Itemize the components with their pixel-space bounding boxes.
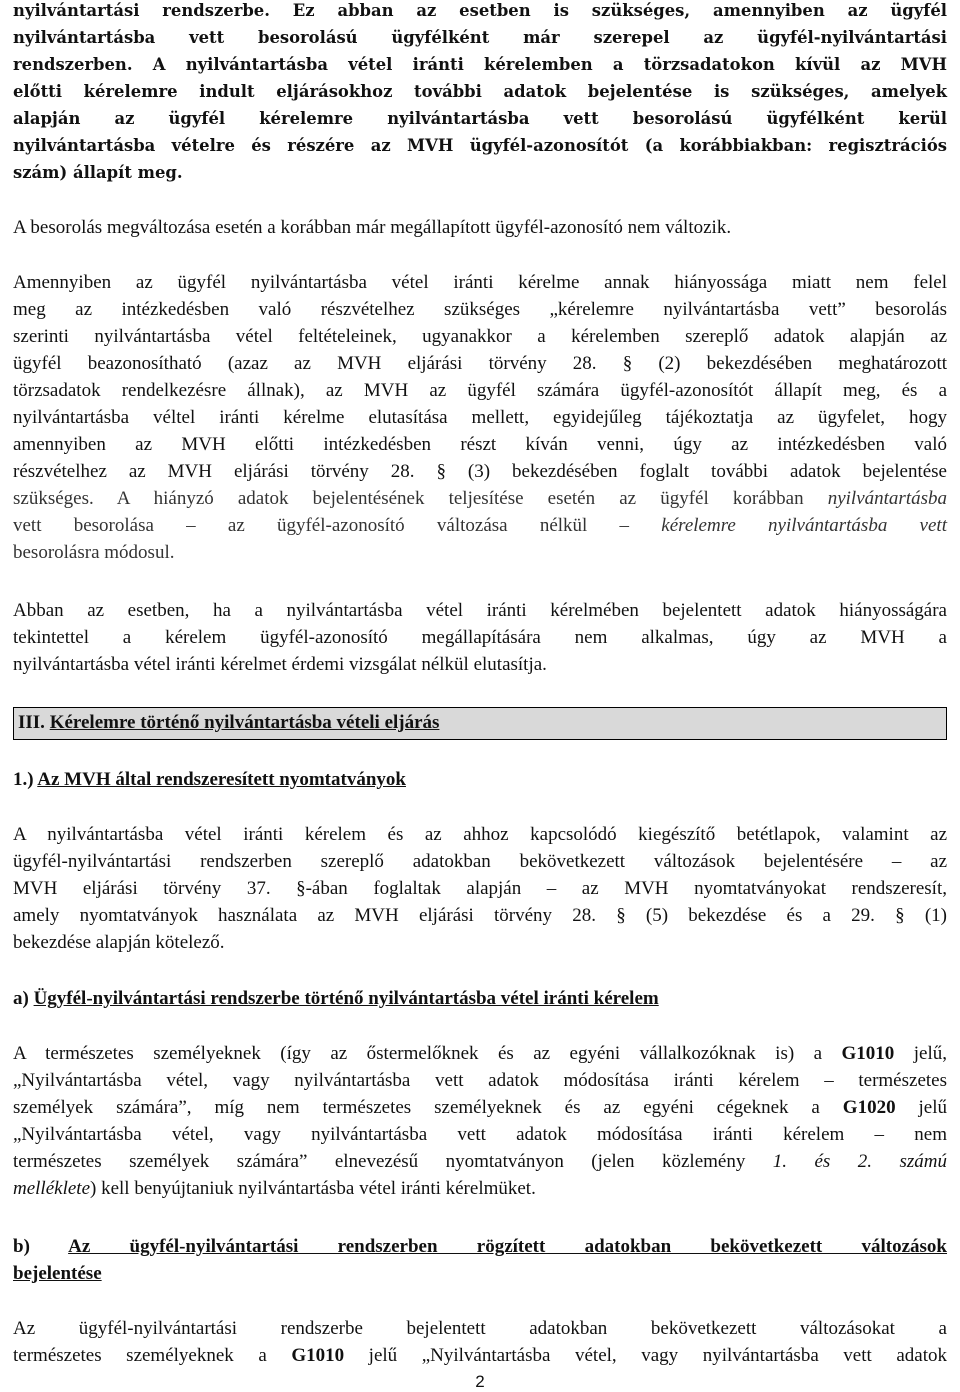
text-span: ) kell benyújtaniuk nyilvántartásba vétel iránti kérelmüket. <box>90 1178 536 1199</box>
text-line: nyilvántartási rendszerbe. Ez abban az esetben is szükséges, amennyiben az ügyfél <box>13 1 947 20</box>
italic-span: 1. és 2. számú <box>772 1151 947 1172</box>
text-line: A nyilvántartásba vétel iránti kérelem és az ahhoz kapcsolódó kiegészítő betétlapok, valamint az <box>13 824 947 845</box>
text-span: szükséges. A hiányzó adatok bejelentésének teljesítése esetén az ügyfél korábban <box>13 488 828 509</box>
text-line: MVH eljárási törvény 37. §-ában foglaltak alapján – az MVH nyomtatványokat rendszeresít, <box>13 878 947 899</box>
text-line: besorolásra módosul. <box>13 542 175 563</box>
text-span: A természetes személyeknek (így az őstermelőknek és az egyéni vállalkozóknak is) a <box>13 1043 842 1064</box>
text-span: jelű „Nyilvántartásba vétel, vagy nyilvántartásba vett adatok <box>344 1345 947 1366</box>
text-span: személyek számára”, míg nem természetes személyeknek és az egyéni cégeknek a <box>13 1097 843 1118</box>
subheading-title: Az ügyfél-nyilvántartási rendszerben rögzített adatokban bekövetkezett változások <box>68 1236 948 1257</box>
text-line: amely nyomtatványok használata az MVH eljárási törvény 28. § (5) bekezdése és a 29. § (1) <box>13 905 947 926</box>
subheading-label: b) <box>13 1236 30 1257</box>
text-line: meg az intézkedésben való részvételhez szükséges „kérelemre nyilvántartásba vett” besorolás <box>13 299 947 320</box>
text-line: Abban az esetben, ha a nyilvántartásba vétel iránti kérelmében bejelentett adatok hiányosságára <box>13 600 947 621</box>
text-line: bekezdése alapján kötelező. <box>13 932 225 953</box>
form-code: G1010 <box>291 1345 345 1366</box>
italic-span: nyilvántartásba <box>827 488 947 509</box>
text-line: nyilvántartásba vett besorolású ügyfélként már szerepel az ügyfél-nyilvántartási <box>13 28 947 47</box>
text-span: természetes személyek számára” elnevezésű nyomtatványon (jelen közlemény <box>13 1151 773 1172</box>
text-line <box>13 1175 947 1202</box>
text-line: „Nyilvántartásba vétel, vagy nyilvántartásba vett adatok módosítása iránti kérelem – természetes <box>13 1070 947 1091</box>
text-line <box>13 1233 947 1260</box>
text-line: szám) állapít meg. <box>13 163 183 182</box>
text-span: jelű <box>895 1097 947 1118</box>
text-line <box>13 1040 947 1067</box>
text-line <box>13 1148 947 1175</box>
text-line: előtti kérelemre indult eljárásokhoz további adatok bejelentése is szükséges, amelyek <box>13 82 947 101</box>
subheading-title: Ügyfél-nyilvántartási rendszerbe történő nyilvántartásba vétel iránti kérelem <box>33 988 659 1009</box>
subheading-number: 1.) <box>13 769 34 790</box>
text-line <box>13 1260 947 1287</box>
subheading-title: bejelentése <box>13 1263 102 1284</box>
subheading-title: Az MVH által rendszeresített nyomtatványok <box>37 769 406 790</box>
section-title: Kérelemre történő nyilvántartásba vételi eljárás <box>49 712 440 733</box>
subheading-forms <box>13 766 406 793</box>
text-line: ügyfél-nyilvántartási rendszerben szereplő adatokban bekövetkezett változások bejelentésére – az <box>13 851 947 872</box>
text-line: ügyfél beazonosítható (azaz az MVH eljárási törvény 28. § (2) bekezdésében meghatározott <box>13 353 947 374</box>
text-line: részvételhez az MVH eljárási törvény 28. § (3) bekezdésében foglalt további adatok bejelentése <box>13 461 947 482</box>
text-line: amennyiben az MVH előtti intézkedésben részt kíván venni, úgy az intézkedésben való <box>13 434 947 455</box>
text-line <box>13 512 947 539</box>
text-line: nyilvántartásba vétel iránti kérelmet érdemi vizsgálat nélkül elutasítja. <box>13 654 547 675</box>
text-line <box>13 485 947 512</box>
text-span: vett besorolása – az ügyfél-azonosító változása nélkül – <box>13 515 662 536</box>
besorolas-paragraph: A besorolás megváltozása esetén a korábban már megállapított ügyfél-azonosító nem változik. <box>13 217 732 238</box>
italic-span: melléklete <box>13 1178 91 1199</box>
text-line: rendszerben. A nyilvántartásba vétel iránti kérelemben a törzsadatokon kívül az MVH <box>13 55 947 74</box>
text-line: törzsadatok rendelkezésre állnak), az MVH az ügyfél számára ügyfél-azonosítót állapít meg, és a <box>13 380 947 401</box>
subheading-label: a) <box>13 988 29 1009</box>
text-line: tekintettel a kérelem ügyfél-azonosító megállapítására nem alkalmas, úgy az MVH a <box>13 627 947 648</box>
text-line: nyilvántartásba vételre és részére az MVH ügyfél-azonosítót (a korábbiakban: regisztrációs <box>13 136 947 155</box>
text-line: alapján az ügyfél kérelemre nyilvántartásba vett besorolású ügyfélként kerül <box>13 109 947 128</box>
text-line <box>13 1094 947 1121</box>
section-number: III. <box>18 712 45 733</box>
section-heading-box <box>13 707 947 740</box>
text-line: Amennyiben az ügyfél nyilvántartásba vétel iránti kérelme annak hiányossága miatt nem felel <box>13 272 947 293</box>
italic-span: kérelemre nyilvántartásba vett <box>661 515 947 536</box>
text-line: „Nyilvántartásba vétel, vagy nyilvántartásba vett adatok módosítása iránti kérelem – nem <box>13 1124 947 1145</box>
text-line: nyilvántartásba véltel iránti kérelme elutasítása mellett, egyidejűleg tájékoztatja az ügyfelet, hogy <box>13 407 947 428</box>
form-code: G1020 <box>842 1097 896 1118</box>
page-number: 2 <box>475 1372 485 1391</box>
subheading-a <box>13 985 659 1012</box>
section-heading <box>18 711 439 735</box>
text-line: szerinti nyilvántartásba vétel feltételeinek, ugyanakkor a kérelemben szereplő adatok alapján az <box>13 326 947 347</box>
text-span: jelű, <box>894 1043 947 1064</box>
text-span: természetes személyeknek a <box>13 1345 292 1366</box>
text-line <box>13 1342 947 1369</box>
text-line: Az ügyfél-nyilvántartási rendszerbe bejelentett adatokban bekövetkezett változásokat a <box>13 1318 947 1339</box>
form-code: G1010 <box>841 1043 895 1064</box>
